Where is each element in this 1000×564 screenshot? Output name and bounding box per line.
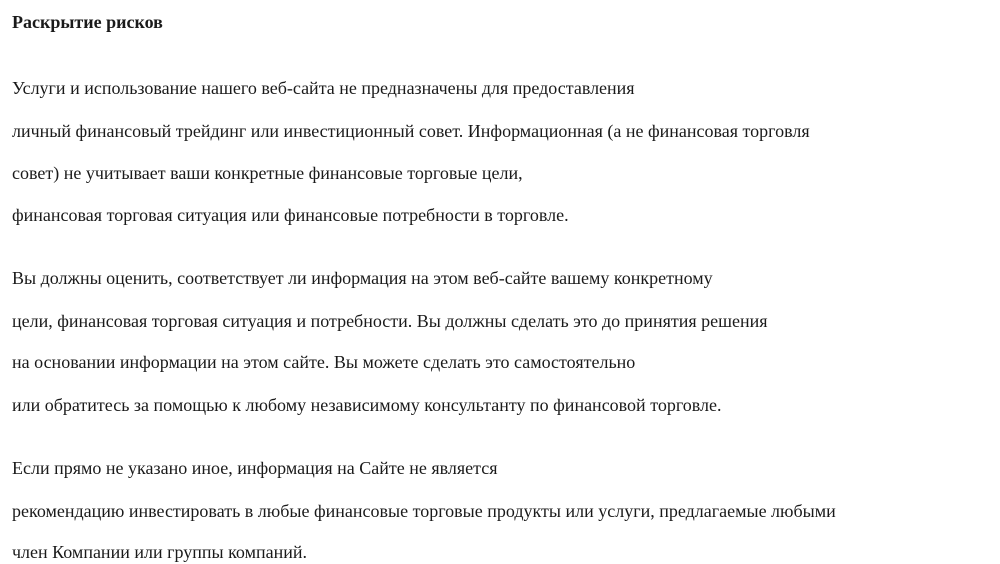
paragraph-2-line-2: цели, финансовая торговая ситуация и потребности. Вы должны сделать это до принятия решения [12, 311, 768, 331]
paragraph-1-line-3: совет) не учитывает ваши конкретные финансовые торговые цели, [12, 163, 523, 183]
paragraph-2-line-4: или обратитесь за помощью к любому независимому консультанту по финансовой торговле. [12, 395, 722, 415]
paragraph-1-line-2: личный финансовый трейдинг или инвестиционный совет. Информационная (а не финансовая торговля [12, 121, 810, 141]
paragraph-1-line-4: финансовая торговая ситуация или финансовые потребности в торговле. [12, 205, 569, 225]
paragraph-1-line-1: Услуги и использование нашего веб-сайта не предназначены для предоставления [12, 78, 635, 98]
section-title: Раскрытие рисков [12, 12, 163, 32]
paragraph-2-line-3: на основании информации на этом сайте. Вы можете сделать это самостоятельно [12, 352, 636, 372]
paragraph-3-line-2: рекомендацию инвестировать в любые финансовые торговые продукты или услуги, предлагаемые любыми [12, 501, 836, 521]
paragraph-3-line-3: член Компании или группы компаний. [12, 542, 307, 562]
paragraph-3-line-1: Если прямо не указано иное, информация на Сайте не является [12, 458, 498, 478]
paragraph-2-line-1: Вы должны оценить, соответствует ли информация на этом веб-сайте вашему конкретному [12, 268, 713, 288]
